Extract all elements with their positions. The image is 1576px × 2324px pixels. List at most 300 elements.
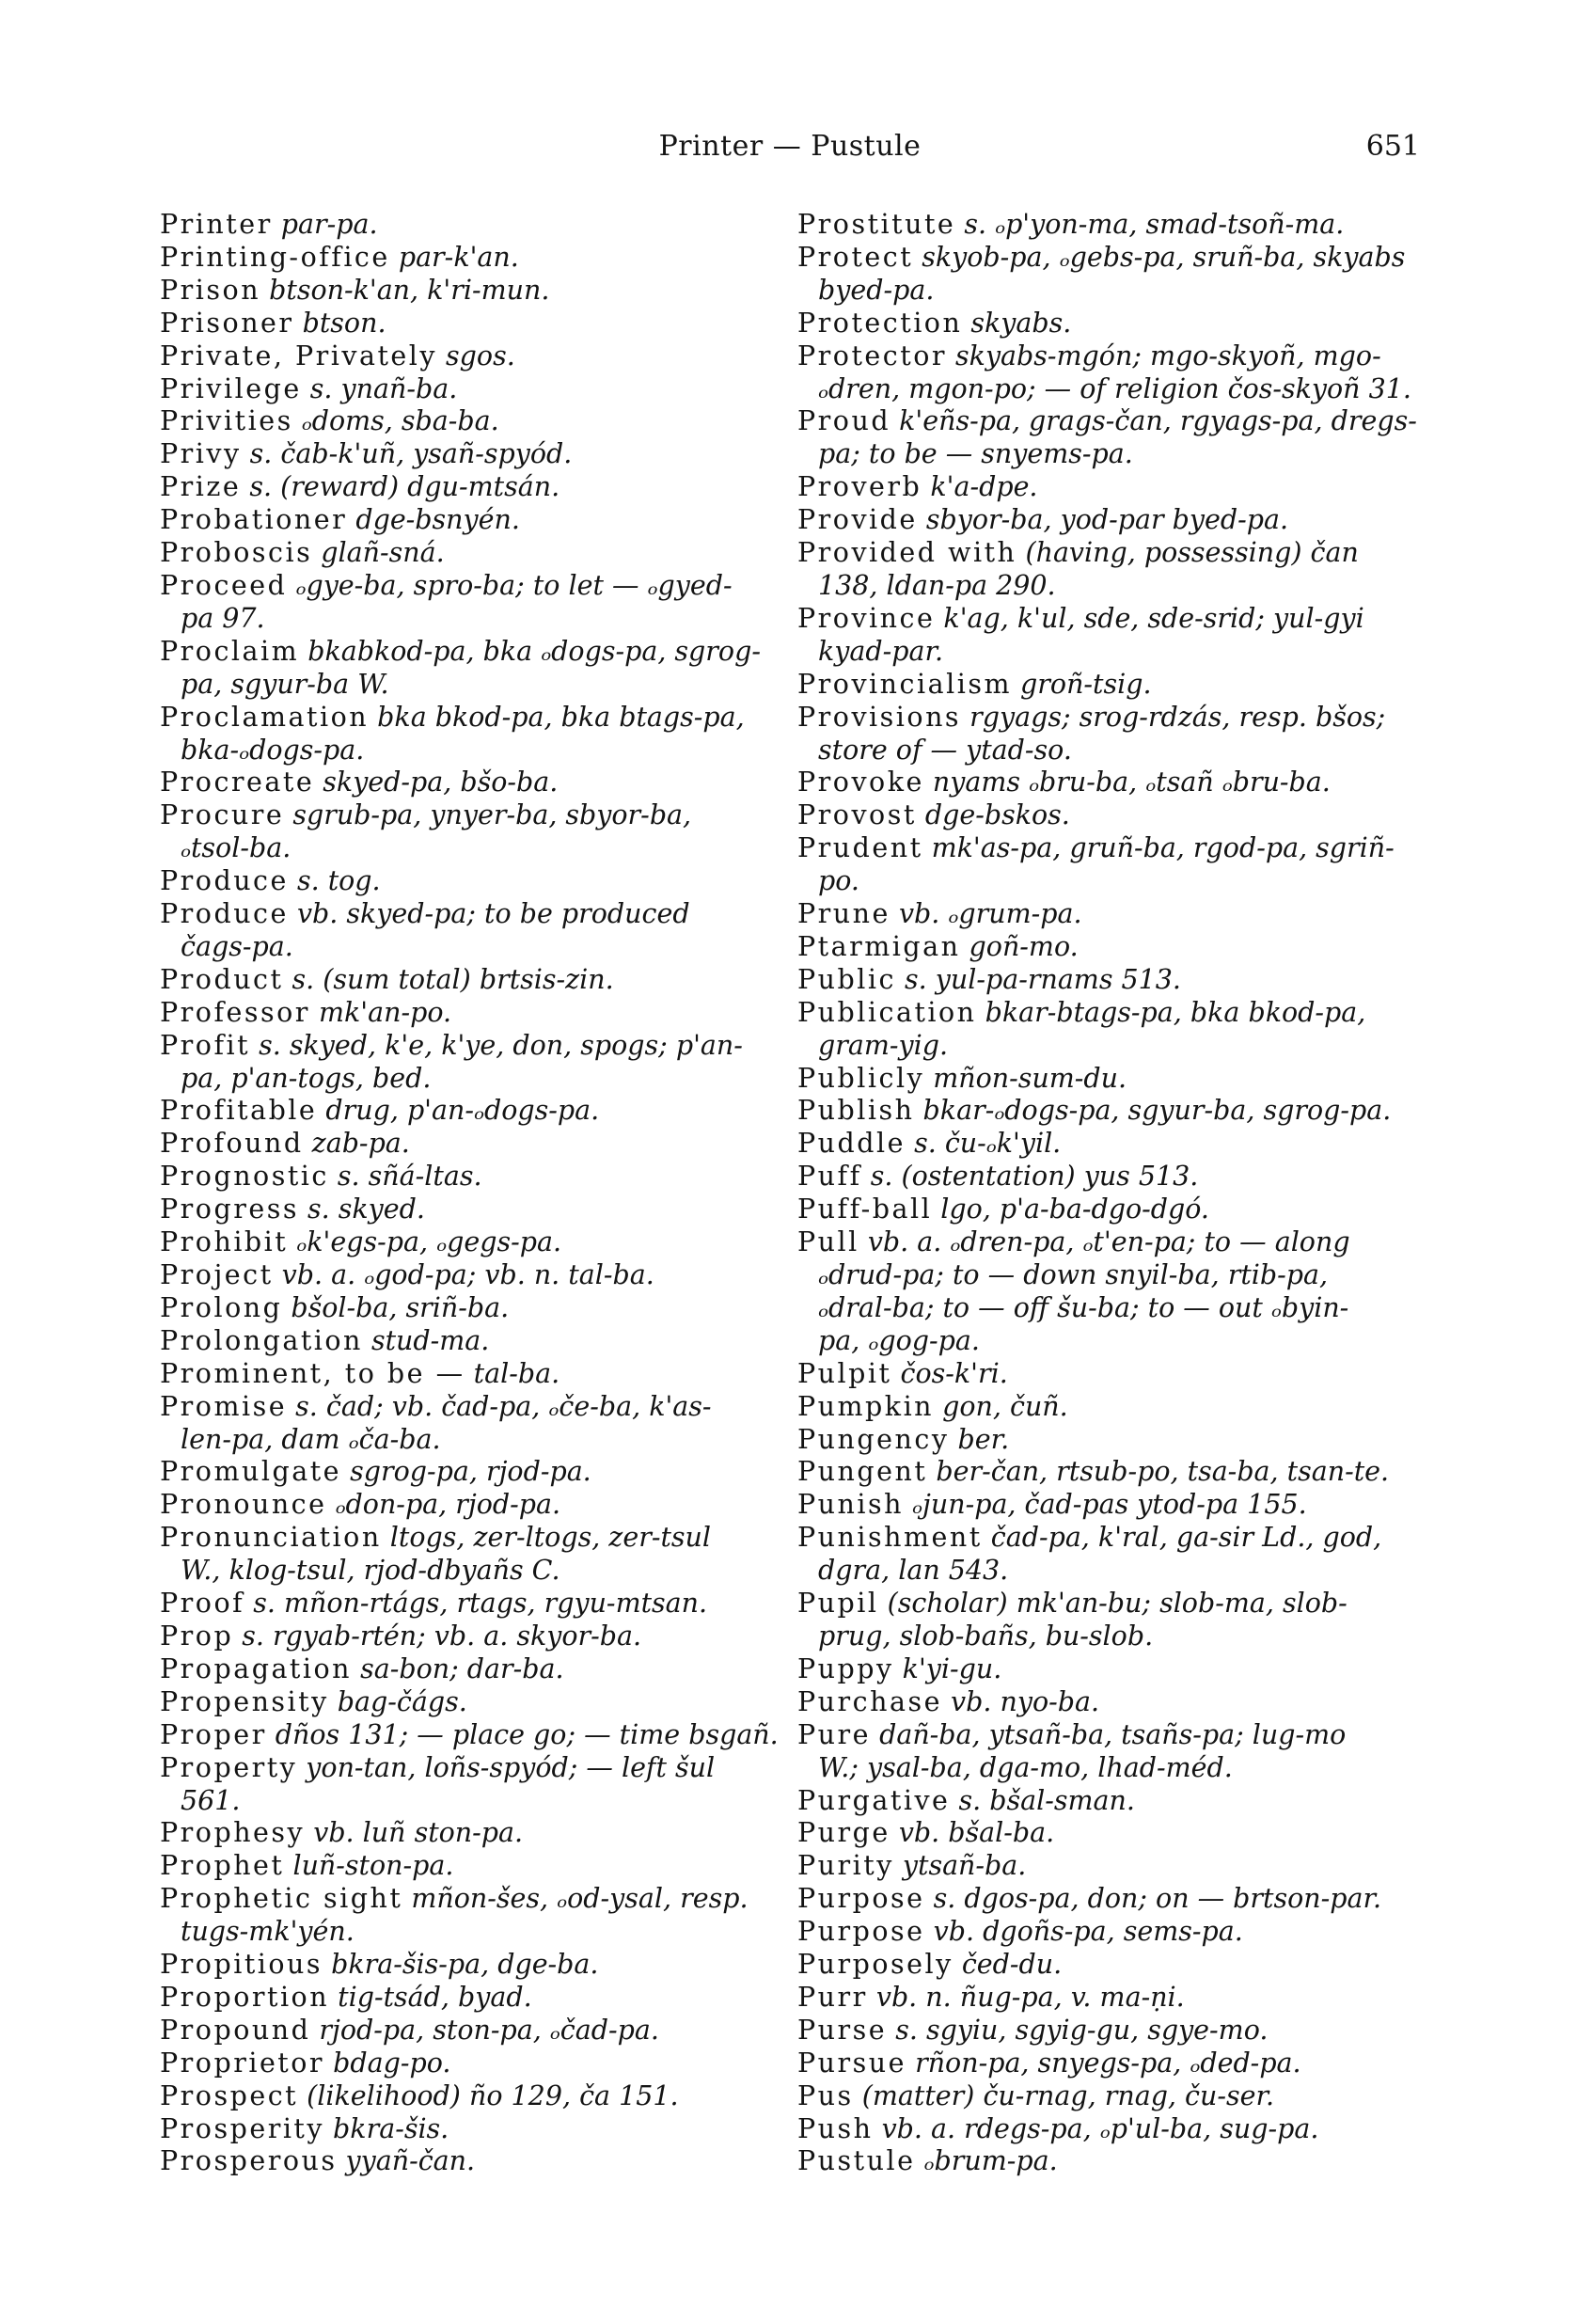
definition: ₒdral-ba; to — off šu-ba; to — out ₒbyin- bbox=[818, 1291, 1349, 1323]
dictionary-entry bbox=[160, 2113, 762, 2146]
dictionary-entry bbox=[797, 767, 1426, 799]
headword: Prophetic sight bbox=[160, 1883, 403, 1915]
dictionary-entry bbox=[797, 1785, 1426, 1818]
definition: k'yi-gu. bbox=[893, 1652, 1002, 1684]
dictionary-entry bbox=[797, 537, 1426, 570]
headword: Punishment bbox=[797, 1522, 983, 1554]
dictionary-entry bbox=[797, 1391, 1426, 1424]
dictionary-entry bbox=[160, 997, 762, 1030]
dictionary-entry bbox=[160, 1653, 762, 1686]
definition: rgyags; srog-rdzás, resp. bšos; bbox=[961, 701, 1386, 733]
definition: po. bbox=[818, 865, 859, 897]
definition: bkra-šis-pa, dge-ba. bbox=[323, 1949, 599, 1981]
headword: Propound bbox=[160, 2014, 311, 2046]
definition: rjod-pa, ston-pa, ₒčad-pa. bbox=[310, 2014, 659, 2046]
headword: Protection bbox=[797, 307, 963, 339]
entry-continuation bbox=[160, 1555, 762, 1588]
definition: s. mñon-rtágs, rtags, rgyu-mtsan. bbox=[244, 1588, 708, 1620]
headword: Proboscis bbox=[160, 537, 313, 569]
page-header bbox=[160, 130, 1420, 177]
definition: btson. bbox=[293, 307, 386, 339]
headword: Propitious bbox=[160, 1949, 323, 1981]
definition: ₒbrum-pa. bbox=[915, 2145, 1058, 2177]
headword: Privities bbox=[160, 405, 293, 437]
dictionary-entry bbox=[797, 1817, 1426, 1850]
dictionary-entry bbox=[797, 898, 1426, 931]
definition: k'eñs-pa, grags-čan, rgyags-pa, dregs- bbox=[890, 405, 1417, 437]
entry-continuation bbox=[160, 1424, 762, 1457]
page-number: 651 bbox=[1365, 130, 1420, 163]
dictionary-entry bbox=[160, 1226, 762, 1259]
headword: Purpose bbox=[797, 1883, 925, 1915]
headword: Prison bbox=[160, 274, 261, 306]
dictionary-entry bbox=[797, 1719, 1426, 1752]
headword: Prophet bbox=[160, 1850, 285, 1882]
definition: ber. bbox=[949, 1423, 1010, 1455]
definition: zab-pa. bbox=[303, 1128, 410, 1160]
headword: Prohibit bbox=[160, 1226, 289, 1258]
definition: par-k'an. bbox=[389, 241, 519, 273]
definition: sgos. bbox=[437, 340, 515, 372]
definition: sbyor-ba, yod-par byed-pa. bbox=[917, 504, 1289, 536]
definition: (likelihood) ño 129, ča 151. bbox=[298, 2079, 679, 2111]
headword: Pumpkin bbox=[797, 1390, 935, 1422]
headword: Provisions bbox=[797, 701, 962, 733]
headword: Puppy bbox=[797, 1652, 894, 1684]
headword: Produce bbox=[160, 865, 289, 897]
dictionary-entry bbox=[160, 1325, 762, 1358]
dictionary-entry bbox=[797, 1982, 1426, 2015]
entry-continuation bbox=[797, 1292, 1426, 1325]
dictionary-entry bbox=[160, 1752, 762, 1785]
definition: (having, possessing) čan bbox=[1017, 537, 1359, 569]
definition: nyams ₒbru-ba, ₒtsañ ₒbru-ba. bbox=[923, 767, 1331, 798]
definition: 561. bbox=[181, 1784, 241, 1816]
dictionary-entry bbox=[797, 340, 1426, 373]
dictionary-entry bbox=[160, 1030, 762, 1063]
definition: sa-bon; dar-ba. bbox=[352, 1652, 564, 1684]
dictionary-entry bbox=[797, 1424, 1426, 1457]
dictionary-entry bbox=[797, 1063, 1426, 1096]
headword: Puddle bbox=[797, 1128, 906, 1160]
dictionary-entry bbox=[160, 702, 762, 735]
headword: Provided with bbox=[797, 537, 1017, 569]
dictionary-entry bbox=[797, 1850, 1426, 1883]
headword: Pus bbox=[797, 2079, 854, 2111]
definition: s. tog. bbox=[288, 865, 381, 897]
headword: Purr bbox=[797, 1981, 868, 2013]
entry-continuation bbox=[160, 735, 762, 767]
dictionary-entry bbox=[160, 1391, 762, 1424]
dictionary-entry bbox=[160, 865, 762, 898]
definition: pa, ₒgog-pa. bbox=[818, 1324, 980, 1356]
headword: Prize bbox=[160, 471, 242, 503]
dictionary-entry bbox=[797, 2113, 1426, 2146]
dictionary-entry bbox=[160, 2145, 762, 2178]
headword: Privilege bbox=[160, 372, 302, 404]
dictionary-entry bbox=[160, 1949, 762, 1982]
headword: Publicly bbox=[797, 1062, 925, 1094]
dictionary-entry bbox=[160, 2015, 762, 2047]
dictionary-entry bbox=[160, 1817, 762, 1850]
dictionary-entry bbox=[797, 1095, 1426, 1128]
definition: bkra-šis. bbox=[324, 2112, 449, 2144]
dictionary-entry bbox=[797, 669, 1426, 702]
dictionary-entry bbox=[797, 2080, 1426, 2113]
definition: sgrub-pa, ynyer-ba, sbyor-ba, bbox=[284, 799, 692, 831]
headword: Prisoner bbox=[160, 307, 294, 339]
definition: vb. dgoñs-pa, sems-pa. bbox=[924, 1916, 1243, 1948]
definition: bkabkod-pa, bka ₒdogs-pa, sgrog- bbox=[299, 635, 761, 667]
entry-continuation bbox=[797, 1620, 1426, 1653]
headword: Prosperity bbox=[160, 2112, 324, 2144]
definition: 138, ldan-pa 290. bbox=[818, 569, 1056, 601]
definition: lgo, p'a-ba-dgo-dgó. bbox=[932, 1194, 1209, 1225]
dictionary-entry bbox=[160, 1292, 762, 1325]
dictionary-entry bbox=[797, 1916, 1426, 1949]
definition: s. sgyiu, sgyig-gu, sgye-mo. bbox=[887, 2014, 1269, 2046]
definition: skyabs-mgón; mgo-skyoñ, mgo- bbox=[946, 340, 1381, 372]
dictionary-entry bbox=[160, 2080, 762, 2113]
definition: s. (ostentation) yus 513. bbox=[861, 1161, 1199, 1193]
entry-continuation bbox=[797, 735, 1426, 767]
definition: ₒgye-ba, spro-ba; to let — ₒgyed- bbox=[287, 569, 733, 601]
headword: Proper bbox=[160, 1718, 267, 1750]
definition: s. bšal-sman. bbox=[950, 1784, 1135, 1816]
headword: Proprietor bbox=[160, 2047, 325, 2079]
dictionary-entry bbox=[160, 799, 762, 832]
dictionary-entry bbox=[797, 308, 1426, 340]
headword: Prolong bbox=[160, 1291, 283, 1323]
definition: dge-bsnyén. bbox=[347, 504, 520, 536]
dictionary-entry bbox=[160, 1982, 762, 2015]
dictionary-entry bbox=[160, 1161, 762, 1194]
headword: Pronounce bbox=[160, 1489, 327, 1521]
dictionary-entry bbox=[797, 471, 1426, 504]
dictionary-entry bbox=[160, 1686, 762, 1719]
dictionary-entry bbox=[797, 1883, 1426, 1916]
definition: skyed-pa, bšo-ba. bbox=[314, 767, 559, 798]
definition: ₒdon-pa, rjod-pa. bbox=[326, 1489, 561, 1521]
definition: s. (sum total) brtsis-zin. bbox=[283, 963, 614, 995]
headword: Provincialism bbox=[797, 668, 1012, 700]
headword: Ptarmigan bbox=[797, 930, 961, 962]
dictionary-entry bbox=[160, 373, 762, 406]
dictionary-entry bbox=[797, 1358, 1426, 1391]
definition: kyad-par. bbox=[818, 635, 944, 667]
definition: mñon-sum-du. bbox=[924, 1062, 1127, 1094]
definition: pa; to be — snyems-pa. bbox=[818, 438, 1133, 470]
definition: ber-čan, rtsub-po, tsa-ba, tsan-te. bbox=[927, 1456, 1390, 1488]
dictionary-entry bbox=[797, 702, 1426, 735]
dictionary-entry bbox=[160, 242, 762, 275]
headword: Pulpit bbox=[797, 1357, 892, 1389]
definition: s. sñá-ltas. bbox=[328, 1161, 482, 1193]
definition: stud-ma. bbox=[362, 1324, 490, 1356]
headword: Pull bbox=[797, 1226, 859, 1258]
headword: Prospect bbox=[160, 2079, 299, 2111]
definition: vb. a. rdegs-pa, ₒp'ul-ba, sug-pa. bbox=[873, 2112, 1319, 2144]
headword: Provost bbox=[797, 799, 917, 831]
definition: yon-tan, loñs-spyód; — left šul bbox=[297, 1751, 716, 1783]
dictionary-entry bbox=[160, 471, 762, 504]
definition: bag-čágs. bbox=[328, 1685, 467, 1717]
definition: dños 131; — place go; — time bsgañ. bbox=[266, 1718, 779, 1750]
headword: Proceed bbox=[160, 569, 288, 601]
definition: dgra, lan 543. bbox=[818, 1555, 1009, 1587]
dictionary-entry bbox=[160, 898, 762, 931]
dictionary-entry bbox=[160, 2047, 762, 2080]
headword: Product bbox=[160, 963, 284, 995]
definition: bka-ₒdogs-pa. bbox=[181, 734, 365, 766]
definition: s. dgos-pa, don; on — brtson-par. bbox=[924, 1883, 1382, 1915]
headword: Prolongation bbox=[160, 1324, 363, 1356]
headword: Prosperous bbox=[160, 2145, 338, 2177]
definition: bka bkod-pa, bka btags-pa, bbox=[369, 701, 745, 733]
definition: pa, sgyur-ba W. bbox=[181, 668, 389, 700]
definition: s. ču-ₒk'yil. bbox=[906, 1128, 1062, 1160]
definition: sgrog-pa, rjod-pa. bbox=[341, 1456, 591, 1488]
headword: Profit bbox=[160, 1029, 251, 1061]
dictionary-entry bbox=[160, 1128, 762, 1161]
dictionary-entry bbox=[160, 537, 762, 570]
entry-continuation bbox=[797, 570, 1426, 603]
definition: s. rgyab-rtén; vb. a. skyor-ba. bbox=[233, 1620, 642, 1652]
entry-continuation bbox=[797, 1555, 1426, 1588]
headword: Push bbox=[797, 2112, 874, 2144]
headword: Proclamation bbox=[160, 701, 370, 733]
headword: Purse bbox=[797, 2014, 888, 2046]
dictionary-entry bbox=[797, 799, 1426, 832]
definition: bkar-btags-pa, bka bkod-pa, bbox=[976, 996, 1366, 1028]
definition: pa 97. bbox=[181, 602, 265, 634]
dictionary-entry bbox=[160, 1850, 762, 1883]
definition: s. skyed. bbox=[298, 1194, 425, 1225]
dictionary-entry bbox=[160, 1358, 762, 1391]
definition: byed-pa. bbox=[818, 274, 935, 306]
dictionary-entry bbox=[160, 767, 762, 799]
definition: yyañ-čan. bbox=[337, 2145, 476, 2177]
headword: Profound bbox=[160, 1128, 304, 1160]
headword: Prudent bbox=[797, 832, 923, 864]
dictionary-entry bbox=[797, 2015, 1426, 2047]
definition: vb. luñ ston-pa. bbox=[305, 1817, 524, 1849]
definition: vb. nyo-ba. bbox=[941, 1685, 1100, 1717]
definition: s. čab-k'uñ, ysañ-spyód. bbox=[241, 438, 573, 470]
definition: vb. a. ₒgod-pa; vb. n. tal-ba. bbox=[273, 1259, 654, 1290]
headword: Proclaim bbox=[160, 635, 300, 667]
headword: Proportion bbox=[160, 1981, 330, 2013]
dictionary-entry bbox=[797, 405, 1426, 438]
dictionary-entry bbox=[160, 340, 762, 373]
headword: Pungency bbox=[797, 1423, 950, 1455]
entry-continuation bbox=[160, 931, 762, 964]
definition: vb. n. ñug-pa, v. ma-ṇi. bbox=[867, 1981, 1185, 2013]
entry-continuation bbox=[797, 636, 1426, 669]
dictionary-entry bbox=[797, 2145, 1426, 2178]
dictionary-entry bbox=[160, 438, 762, 471]
headword: Proverb bbox=[797, 471, 922, 503]
dictionary-entry bbox=[160, 1259, 762, 1292]
right-column bbox=[797, 209, 1426, 2178]
definition: k'a-dpe. bbox=[922, 471, 1038, 503]
dictionary-entry bbox=[797, 2047, 1426, 2080]
dictionary-entry bbox=[160, 405, 762, 438]
definition: bdag-po. bbox=[324, 2047, 451, 2079]
dictionary-entry bbox=[797, 1686, 1426, 1719]
definition: (scholar) mk'an-bu; slob-ma, slob- bbox=[878, 1588, 1347, 1620]
headword: Purge bbox=[797, 1817, 890, 1849]
headword: Printer bbox=[160, 209, 273, 240]
headword: Purity bbox=[797, 1850, 894, 1882]
headword: Project bbox=[160, 1259, 274, 1290]
dictionary-entry bbox=[797, 1588, 1426, 1620]
definition: vb. a. ₒdren-pa, ₒt'en-pa; to — along bbox=[859, 1226, 1350, 1258]
headword: Prostitute bbox=[797, 209, 956, 240]
definition: store of — ytad-so. bbox=[818, 734, 1072, 766]
dictionary-entry bbox=[160, 964, 762, 997]
dictionary-entry bbox=[160, 1194, 762, 1226]
definition: ₒtsol-ba. bbox=[181, 832, 292, 864]
headword: Prune bbox=[797, 898, 890, 930]
headword: Printing-office bbox=[160, 241, 390, 273]
headword: Procure bbox=[160, 799, 285, 831]
headword: Privy bbox=[160, 438, 242, 470]
definition: čed-du. bbox=[953, 1949, 1063, 1981]
headword: Pursue bbox=[797, 2047, 907, 2079]
definition: goñ-mo. bbox=[960, 930, 1079, 962]
headword: Promise bbox=[160, 1390, 288, 1422]
definition: gram-yig. bbox=[818, 1029, 949, 1061]
headword: Property bbox=[160, 1751, 298, 1783]
entry-continuation bbox=[797, 865, 1426, 898]
headword: Province bbox=[797, 602, 936, 634]
dictionary-entry bbox=[797, 964, 1426, 997]
dictionary-entry bbox=[797, 242, 1426, 275]
definition: W., klog-tsul, rjod-dbyañs C. bbox=[181, 1555, 560, 1587]
definition: pa, p'an-togs, bed. bbox=[181, 1062, 432, 1094]
definition: čad-pa, k'ral, ga-sir Ld., god, bbox=[982, 1522, 1382, 1554]
headword: Produce bbox=[160, 898, 289, 930]
headword: Pungent bbox=[797, 1456, 928, 1488]
entry-continuation bbox=[160, 1785, 762, 1818]
definition: ₒk'egs-pa, ₒgegs-pa. bbox=[288, 1226, 561, 1258]
headword: Pure bbox=[797, 1718, 872, 1750]
headword: Purpose bbox=[797, 1916, 925, 1948]
headword: Prognostic bbox=[160, 1161, 329, 1193]
headword: Probationer bbox=[160, 504, 348, 536]
headword: Puff-ball bbox=[797, 1194, 933, 1225]
headword: Punish bbox=[797, 1489, 904, 1521]
definition: prug, slob-bañs, bu-slob. bbox=[818, 1620, 1154, 1652]
dictionary-entry bbox=[160, 275, 762, 308]
dictionary-entry bbox=[160, 570, 762, 603]
headword: Professor bbox=[160, 996, 310, 1028]
definition: tal-ba. bbox=[465, 1357, 560, 1389]
definition: ₒdoms, sba-ba. bbox=[292, 405, 499, 437]
definition: mk'as-pa, gruñ-ba, rgod-pa, sgriñ- bbox=[922, 832, 1395, 864]
dictionary-entry bbox=[797, 997, 1426, 1030]
headword: Proof bbox=[160, 1588, 245, 1620]
definition: btson-k'an, k'ri-mun. bbox=[260, 274, 550, 306]
dictionary-entry bbox=[160, 636, 762, 669]
entry-continuation bbox=[160, 832, 762, 865]
dictionary-entry bbox=[797, 1194, 1426, 1226]
definition: vb. skyed-pa; to be produced bbox=[288, 898, 690, 930]
definition: s. ₒp'yon-ma, smad-tsoñ-ma. bbox=[955, 209, 1345, 240]
definition: čos-k'ri. bbox=[891, 1357, 1008, 1389]
headword: Publication bbox=[797, 996, 977, 1028]
dictionary-entry bbox=[797, 1653, 1426, 1686]
definition: tugs-mk'yén. bbox=[181, 1916, 355, 1948]
dictionary-entry bbox=[160, 1456, 762, 1489]
headword: Progress bbox=[160, 1194, 299, 1225]
headword: Protect bbox=[797, 241, 914, 273]
headword: Pronunciation bbox=[160, 1522, 382, 1554]
entry-continuation bbox=[797, 373, 1426, 406]
definition: s. čad; vb. čad-pa, ₒče-ba, k'as- bbox=[287, 1390, 712, 1422]
dictionary-entry bbox=[160, 209, 762, 242]
headword: Provide bbox=[797, 504, 918, 536]
definition: ₒjun-pa, čad-pas ytod-pa 155. bbox=[903, 1489, 1307, 1521]
definition: k'ag, k'ul, sde, sde-srid; yul-gyi bbox=[935, 602, 1364, 634]
definition: (matter) ču-rnag, rnag, ču-ser. bbox=[853, 2079, 1275, 2111]
definition: mk'an-po. bbox=[309, 996, 452, 1028]
page-title: Printer — Pustule bbox=[658, 130, 922, 163]
definition: gon, čuñ. bbox=[934, 1390, 1068, 1422]
definition: s. (reward) dgu-mtsán. bbox=[241, 471, 560, 503]
dictionary-entry bbox=[797, 1456, 1426, 1489]
headword: Pupil bbox=[797, 1588, 879, 1620]
headword: Purgative bbox=[797, 1784, 951, 1816]
headword: Protector bbox=[797, 340, 947, 372]
definition: s. yul-pa-rnams 513. bbox=[895, 963, 1181, 995]
dictionary-entry bbox=[797, 1226, 1426, 1259]
headword: Private, Privately bbox=[160, 340, 437, 372]
dictionary-entry bbox=[797, 1522, 1426, 1555]
headword: Public bbox=[797, 963, 896, 995]
definition: ₒdren, mgon-po; — of religion čos-skyoñ 31. bbox=[818, 372, 1411, 404]
definition: skyabs. bbox=[962, 307, 1072, 339]
definition: mñon-šes, ₒod-ysal, resp. bbox=[402, 1883, 749, 1915]
dictionary-entry bbox=[797, 209, 1426, 242]
entry-continuation bbox=[797, 438, 1426, 471]
definition: ytsañ-ba. bbox=[893, 1850, 1027, 1882]
definition: bšol-ba, sriñ-ba. bbox=[282, 1291, 510, 1323]
definition: dañ-ba, ytsañ-ba, tsañs-pa; lug-mo bbox=[871, 1718, 1347, 1750]
definition: s. ynañ-ba. bbox=[301, 372, 458, 404]
definition: ₒdrud-pa; to — down snyil-ba, rtib-pa, bbox=[818, 1259, 1329, 1290]
definition: par-pa. bbox=[272, 209, 378, 240]
headword: Provoke bbox=[797, 767, 924, 798]
headword: Procreate bbox=[160, 767, 315, 798]
dictionary-entry bbox=[797, 603, 1426, 636]
headword: Promulgate bbox=[160, 1456, 342, 1488]
entry-continuation bbox=[160, 603, 762, 636]
dictionary-entry bbox=[160, 1522, 762, 1555]
dictionary-entry bbox=[160, 308, 762, 340]
left-column bbox=[160, 209, 779, 2178]
dictionary-entry bbox=[797, 1949, 1426, 1982]
headword: Prop bbox=[160, 1620, 234, 1652]
definition: W.; ysal-ba, dga-mo, lhad-méd. bbox=[818, 1751, 1233, 1783]
definition: ltogs, zer-ltogs, zer-tsul bbox=[381, 1522, 711, 1554]
entry-continuation bbox=[797, 1259, 1426, 1292]
definition: len-pa, dam ₒča-ba. bbox=[181, 1423, 441, 1455]
definition: glañ-sná. bbox=[312, 537, 445, 569]
definition: dge-bskos. bbox=[916, 799, 1070, 831]
dictionary-entry bbox=[160, 504, 762, 537]
